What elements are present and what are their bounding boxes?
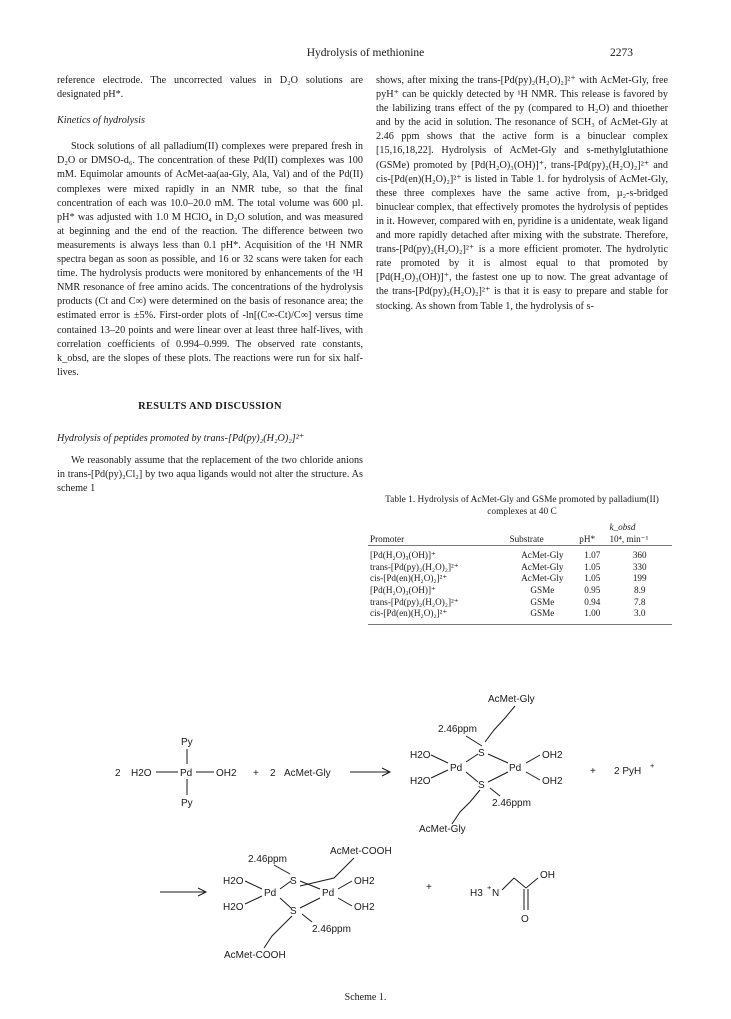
cell-promoter: trans-[Pd(py)₂(H₂O)₂]²⁺ [370, 561, 459, 572]
bond-line [488, 772, 508, 782]
column-header-substrate: Substrate [507, 522, 577, 546]
bond-line [526, 755, 540, 763]
bond-line [264, 916, 292, 948]
scheme-caption: Scheme 1. [344, 992, 387, 1003]
cell-k: 7.8 [633, 596, 646, 607]
aqua-ligand-label: OH2 [354, 902, 375, 913]
table-row [368, 608, 672, 624]
aqua-ligand-label: H2O [410, 750, 431, 761]
palladium-label: Pd [264, 888, 277, 899]
table-row [368, 562, 672, 574]
sulfur-label: S [478, 748, 485, 759]
cell-substrate: AcMet-Gly [521, 561, 564, 572]
bond-line [300, 858, 354, 886]
table-row [368, 573, 672, 585]
sulfur-label: S [290, 876, 297, 887]
palladium-label: Pd [450, 763, 463, 774]
bond-line [485, 706, 515, 742]
ammonium-label: H3 [470, 888, 483, 899]
aqua-ligand-label: OH2 [216, 768, 237, 779]
aqua-ligand-label: H2O [223, 876, 244, 887]
ppm-label: 2.46ppm [248, 854, 287, 865]
palladium-label: Pd [322, 888, 335, 899]
sulfur-label: S [478, 780, 485, 791]
bond-line [526, 772, 540, 780]
cell-promoter: cis-[Pd(en)(H₂O)₂]²⁺ [368, 608, 507, 624]
ppm-label: 2.46ppm [492, 798, 531, 809]
paragraph: We reasonably assume that the replacement of the two chloride anions in trans-[Pd(py)₂Cl₂] by two aqua ligands would not alter the structure. As scheme 1 [57, 455, 363, 495]
pyridinium-label: 2 PyH [614, 766, 642, 777]
cell-k: 330 [632, 561, 647, 572]
table-row [368, 585, 672, 597]
table-caption: Table 1. Hydrolysis of AcMet-Gly and GSMe promoted by palladium(II) complexes at 40 C [385, 495, 659, 517]
substrate-label: AcMet-Gly [419, 824, 466, 835]
paragraph: reference electrode. The uncorrected values in D₂O solutions are designated pH*. [57, 75, 363, 101]
paragraph: shows, after mixing the trans-[Pd(py)₂(H₂O)₂]²⁺ with AcMet-Gly, free pyH⁺ can be quickly detected by ¹H NMR. This release is favored by the labilizing trans effect of the py (compared to H₂O) and thioether and by the acid in solution. The resonance of SCH₃ of AcMet-Gly at 2.46 ppm shows that the active form is a binuclear complex [15,16,18,22]. Hydrolysis of AcMet-Gly and s-methylglutathione (GSMe) promoted by [Pd(H₂O)₃(OH)]⁺, trans-[Pd(py)₂(H₂O)₂]²⁺ and cis-[Pd(en)(H₂O)₂]²⁺ is listed in Table 1. for hydrolysis of AcMet-Gly, these three complexes have the same active from, µ₂-s-bridged binuclear complex, that effectively promotes the hydrolysis of peptides in it. However, compared with en, pyridine is a unidentate, weak ligand and more rapidly detached after mixing with the substrate. Therefore, trans-[Pd(py)₂(H₂O)₂]²⁺ is a more efficient promoter. The hydrolytic rate promoted by it is almost equal to that promoted by [Pd(H₂O)₃(OH)]⁺, the fastest one up to now. The great advantage of the trans-[Pd(py)₂(H₂O)₂]²⁺ is that it is easy to prepare and stable for stocking. As shown from Table 1, the hydrolysis of s- [376, 75, 668, 312]
substrate-label: AcMet-COOH [330, 846, 392, 857]
bond-line [302, 914, 312, 922]
table-row [368, 597, 672, 609]
charge-label: + [487, 883, 492, 892]
cell-ph: 0.95 [584, 584, 601, 595]
cell-substrate: AcMet-Gly [521, 573, 564, 584]
cell-substrate: GSMe [530, 584, 555, 595]
charge-label: + [650, 761, 655, 770]
paragraph: Stock solutions of all palladium(II) complexes were prepared fresh in D₂O or DMSO-d₆. The concentration of these Pd(II) complexes was 100 mM. Equimolar amounts of AcMet-aa(aa-Gly, Ala, Val) and of the Pd(II) complexes were mixed rapidly in an NMR tube, so that the final concentration of each was 10.0–20.0 mM. The total volume was 600 µl. pH* was adjusted with 1.0 M HClO₄ in D₂O solution, and was measured at beginning and the end of the reaction. The difference between two measurements is always less than 0.1 pH*. Acquisition of the ¹H NMR spectra began as soon as possible, and 16 or 32 scans were taken for each time. The hydrolysis products were monitored by enhancements of the ¹H NMR resonance of free amino acids. The concentrations of the hydrolysis products (Ct and C∞) were determined on the basis of resonance area; the estimated error is ±5%. First-order plots of -ln[(C∞-Ct)/C∞] versus time contained 13–20 points and were linear over at least three half-lives, with correlation coefficients of 0.994–0.999. The observed rate constants, k_obsd, are the slopes of these plots. The reactions were run for six half-lives. [57, 141, 363, 378]
cell-promoter: [Pd(H₂O)₃(OH)]⁺ [370, 550, 436, 561]
pyridine-label: Py [181, 798, 193, 809]
aqua-ligand-label: OH2 [542, 776, 563, 787]
cell-promoter: trans-[Pd(py)₂(H₂O)₂]²⁺ [370, 596, 459, 607]
bond-line [431, 755, 448, 763]
cell-k: 199 [632, 573, 647, 584]
cell-ph: 1.05 [584, 573, 601, 584]
aqua-ligand-label: H2O [410, 776, 431, 787]
nitrogen-label: N [492, 888, 500, 899]
aqua-ligand-label: H2O [223, 902, 244, 913]
page-number: 2273 [610, 47, 633, 59]
cell-substrate: GSMe [530, 596, 555, 607]
k-header-bottom: 10⁴, min⁻¹ [609, 533, 649, 544]
hydroxyl-label: OH [540, 870, 555, 881]
bond-line [245, 896, 262, 904]
column-header-k [607, 522, 672, 546]
section-heading-results: RESULTS AND DISCUSSION [138, 400, 282, 412]
coefficient-label: 2 [115, 768, 121, 779]
bond-line [300, 898, 320, 908]
ppm-label: 2.46ppm [438, 724, 477, 735]
substrate-label: AcMet-COOH [224, 950, 286, 961]
cell-ph: 1.07 [584, 550, 601, 561]
bond-line [466, 772, 478, 782]
sulfur-label: S [290, 906, 297, 917]
cell-substrate: GSMe [507, 608, 577, 624]
oxygen-label: O [521, 914, 529, 925]
bond-line [274, 865, 290, 874]
running-header-title: Hydrolysis of methionine [306, 47, 425, 59]
palladium-label: Pd [509, 763, 522, 774]
results-table [368, 522, 672, 625]
aqua-ligand-label: OH2 [542, 750, 563, 761]
subsection-heading: Hydrolysis of peptides promoted by trans-[Pd(py)₂(H₂O)₂]²⁺ [57, 432, 305, 444]
bond-line [245, 881, 262, 889]
table-row [368, 546, 672, 562]
left-column [57, 74, 363, 496]
bond-line [338, 898, 352, 906]
palladium-label: Pd [180, 768, 193, 779]
column-header-ph: pH* [577, 522, 607, 546]
aqua-ligand-label: OH2 [354, 876, 375, 887]
bond-line [490, 788, 500, 796]
bond-line [452, 790, 480, 824]
plus-sign: + [590, 766, 596, 777]
pyridine-label: Py [181, 737, 193, 748]
column-header-promoter: Promoter [368, 522, 507, 546]
cell-promoter: cis-[Pd(en)(H₂O)₂]²⁺ [370, 573, 448, 584]
cell-k: 8.9 [633, 584, 646, 595]
table-header-row [368, 522, 672, 546]
cell-ph: 0.94 [584, 596, 601, 607]
right-column [376, 74, 668, 314]
substrate-label: AcMet-Gly [488, 694, 535, 705]
ppm-label: 2.46ppm [312, 924, 351, 935]
cell-k: 360 [632, 550, 647, 561]
k-header-top: k_obsd [609, 522, 636, 532]
substrate-label: AcMet-Gly [284, 768, 331, 779]
plus-sign: + [253, 768, 259, 779]
reaction-scheme [0, 660, 731, 1000]
bond-line [466, 754, 478, 762]
bond-line [502, 878, 538, 890]
cell-ph: 1.05 [584, 561, 601, 572]
section-heading-kinetics: Kinetics of hydrolysis [57, 115, 145, 127]
bond-line [466, 736, 482, 746]
coefficient-label: 2 [270, 768, 276, 779]
plus-sign: + [426, 882, 432, 893]
bond-line [431, 770, 448, 778]
cell-substrate: AcMet-Gly [521, 550, 564, 561]
cell-promoter: [Pd(H₂O)₃(OH)]⁺ [370, 584, 436, 595]
cell-k: 3.0 [607, 608, 672, 624]
bond-line [488, 754, 508, 763]
bond-line [338, 881, 352, 889]
cell-ph: 1.00 [577, 608, 607, 624]
aqua-ligand-label: H2O [131, 768, 152, 779]
